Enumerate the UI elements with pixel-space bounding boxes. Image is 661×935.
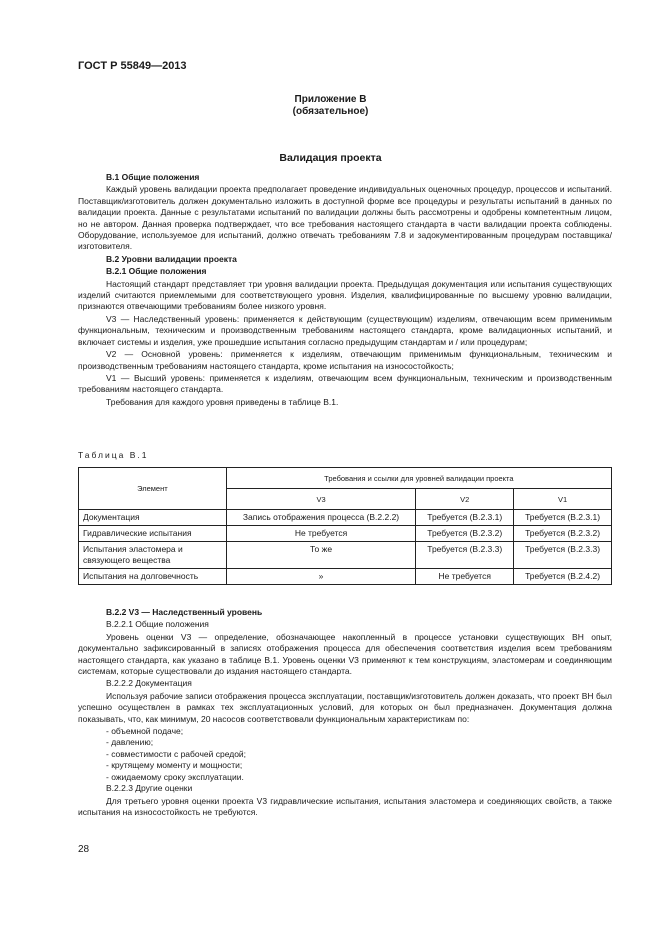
header-element: Элемент	[79, 468, 227, 510]
annex-status: (обязательное)	[292, 106, 369, 117]
annex-name: Приложение В	[294, 94, 367, 105]
list-item: - объемной подаче;	[106, 726, 184, 737]
annex-title	[0, 94, 661, 118]
heading-b222: В.2.2.2 Документация	[106, 678, 192, 689]
list-item: - ожидаемому сроку эксплуатации.	[106, 771, 244, 782]
table-row	[79, 526, 612, 542]
list-item: - давлению;	[106, 737, 154, 748]
heading-b1: В.1 Общие положения	[106, 172, 200, 182]
paragraph: Настоящий стандарт представляет три уровня валидации проекта. Предыдущая документация или испытания существующих изделий считаются приемлемыми для соответствующего уровня. Изделия, квалифицированные по высшему уровню валидации, признаются отвечающими требованиям более низкого уровня.	[78, 278, 612, 312]
document-header: ГОСТ Р 55849—2013	[78, 60, 187, 72]
cell-element: Испытания эластомера и связующего вещества	[79, 542, 227, 569]
heading-b221: В.2.2.1 Общие положения	[106, 619, 209, 630]
paragraph-table-ref: Требования для каждого уровня приведены в таблице В.1.	[106, 396, 339, 407]
heading-b223: В.2.2.3 Другие оценки	[106, 783, 193, 794]
paragraph: Для третьего уровня оценки проекта V3 гидравлические испытания, испытания эластомера и соединяющих свойств, а также испытания на износостойкость не требуются.	[78, 795, 612, 817]
header-v1: V1	[514, 489, 612, 510]
requirements-table	[78, 467, 612, 585]
main-text-lower	[78, 607, 612, 819]
section-title: Валидация проекта	[279, 152, 382, 164]
heading-b21: В.2.1 Общие положения	[106, 266, 207, 277]
heading-b2: В.2 Уровни валидации проекта	[106, 253, 237, 264]
list-item: - крутящему моменту и мощности;	[106, 760, 243, 771]
heading-b22: В.2.2 V3 — Наследственный уровень	[106, 607, 263, 617]
table-label: Таблица В.1	[78, 450, 149, 460]
cell-v3: Не требуется	[226, 526, 416, 542]
header-group: Требования и ссылки для уровней валидации проекта	[226, 468, 611, 489]
table-row	[79, 510, 612, 526]
table-header-row	[79, 468, 612, 489]
paragraph-v3: V3 — Наследственный уровень: применяется к действующим (существующим) изделиям, отвечающим всем применимым функциональным, техническим и производственным требованиям настоящего стандарта, кроме валидационных испытаний, и включает системы и изделия, уже прошедшие испытания согласно предыдущим стандартам и / или процедурам;	[78, 313, 612, 347]
cell-v1: Требуется (В.2.3.2)	[514, 526, 612, 542]
cell-element: Гидравлические испытания	[79, 526, 227, 542]
cell-v2: Требуется (В.2.3.1)	[416, 510, 514, 526]
paragraph-v2: V2 — Основной уровень: применяется к изделиям, отвечающим применимым функциональным, техническим и производственным требованиям настоящего стандарта, кроме испытания на износостойкость;	[78, 349, 612, 371]
cell-v3: Запись отображения процесса (В.2.2.2)	[226, 510, 416, 526]
cell-element: Документация	[79, 510, 227, 526]
cell-v2: Требуется (В.2.3.3)	[416, 542, 514, 569]
cell-element: Испытания на долговечность	[79, 569, 227, 585]
cell-v1: Требуется (В.2.3.3)	[514, 542, 612, 569]
paragraph: Используя рабочие записи отображения процесса эксплуатации, поставщик/изготовитель должен доказать, что проект ВН был успешно осуществлен в рамках тех эксплуатационных условий, для которых он был предназначен. Документация должна показывать, что, как минимум, 20 насосов соответствовали функциональным характеристикам по:	[78, 690, 612, 724]
paragraph: Каждый уровень валидации проекта предполагает проведение индивидуальных оценочных процедур, процессов и испытаний. Поставщик/изготовитель должен документально изложить в доступной форме все процедуры и результаты испытаний в данных по валидации проекта. Данные с результатами испытаний по валидации должны быть рассмотрены и одобрены компетентным лицом, но не автором. Данная проверка подтверждает, что все требования настоящего стандарта в части валидации проекта соблюдены. Оборудование, используемое для испытаний, должно отвечать требованиям 7.8 и задокументированным процедурам поставщика/изготовителя.	[78, 184, 612, 252]
cell-v1: Требуется (В.2.3.1)	[514, 510, 612, 526]
header-v3: V3	[226, 489, 416, 510]
list-item: - совместимости с рабочей средой;	[106, 748, 247, 759]
table-row	[79, 542, 612, 569]
paragraph: Уровень оценки V3 — определение, обозначающее накопленный в процессе установки существующих ВН опыт, документально зафиксированный в записях отображения процесса для обеспечения соответствия изделия всем требованиям настоящего стандарта, как указано в таблице В.1. Уровень оценки V3 применяют к тем конструкциям, эластомерам и соединяющим системам, которые существовали до издания настоящего стандарта.	[78, 631, 612, 677]
page-number: 28	[78, 844, 90, 855]
cell-v2: Требуется (В.2.3.2)	[416, 526, 514, 542]
table-row	[79, 569, 612, 585]
paragraph-v1: V1 — Высший уровень: применяется к изделиям, отвечающим всем функциональным, техническим и производственным требованиям настоящего стандарта.	[78, 372, 612, 395]
cell-v1: Требуется (В.2.4.2)	[514, 569, 612, 585]
header-v2: V2	[416, 489, 514, 510]
cell-v3: »	[226, 569, 416, 585]
cell-v3: То же	[226, 542, 416, 569]
cell-v2: Не требуется	[416, 569, 514, 585]
main-text-upper	[78, 172, 612, 409]
